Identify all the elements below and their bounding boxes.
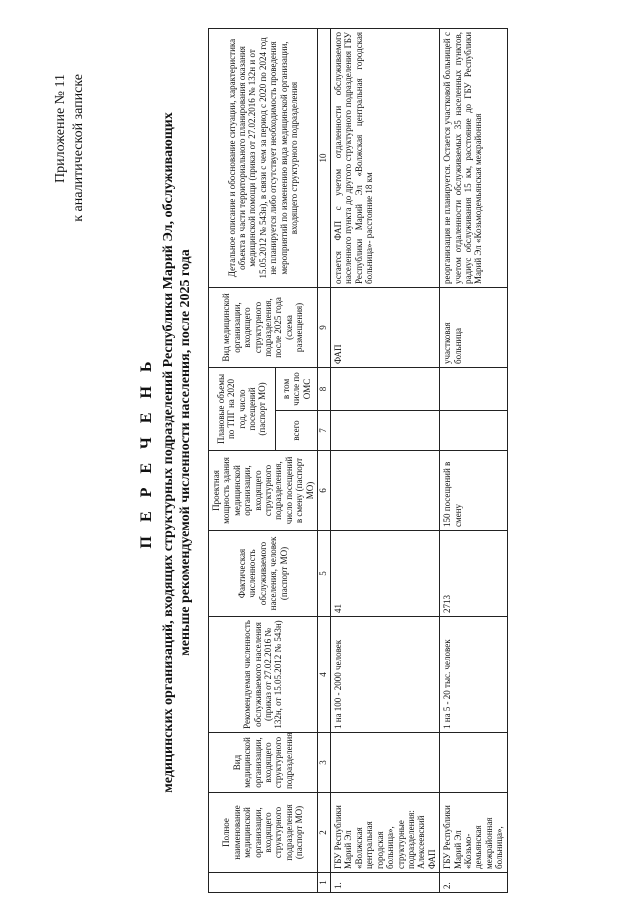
planned-total bbox=[440, 411, 507, 451]
header-col-1 bbox=[209, 873, 318, 893]
detailed-description: реорганизация не планируется. Остается участковой больницей с учетом отдаленности обслуживаемых 35 населенных пунктов, радиус обслуживания 15 км, расстояние до ГБУ Республики Марий Эл «Козьмодемьянская межрайонная bbox=[440, 28, 507, 287]
document-subtitle-line1: медицинских организаций, входящих структурных подразделений Республики Марий Эл, обслуживающих bbox=[161, 112, 176, 793]
appendix-label: Приложение № 11 bbox=[53, 74, 68, 183]
actual-population: 2713 bbox=[440, 531, 507, 617]
organizations-table bbox=[208, 28, 508, 893]
header-col-4: Рекомендуемая численность обслуживаемого населения (приказ от 27.02.2016 № 132н, от 15.05.2012 № 543н) bbox=[209, 617, 318, 733]
header-col-3: Вид медицинской организации, входящего структурного подразделения bbox=[209, 733, 318, 793]
header-row bbox=[209, 28, 276, 892]
planned-total bbox=[331, 411, 440, 451]
column-number: 1 bbox=[318, 873, 331, 893]
organization-type bbox=[331, 733, 440, 793]
type-after-2025: участковая больница bbox=[440, 287, 507, 367]
organization-name: ГБУ Республики Марий Эл «Волжская центральная городская больница», структурные подразделения: Алексеевский ФАП bbox=[331, 793, 440, 873]
column-number: 6 bbox=[318, 451, 331, 531]
planned-oms bbox=[331, 367, 440, 410]
organization-name: ГБУ Республики Марий Эл «Козьмо- демьянская межрайонная больница», bbox=[440, 793, 507, 873]
header-col-5: Фактическая численность обслуживаемого населения, человек (паспорт МО) bbox=[209, 531, 318, 617]
design-capacity: 150 посещений в смену bbox=[440, 451, 507, 531]
planned-oms bbox=[440, 367, 507, 410]
document-subtitle-line2: меньше рекомендуемой численности населения, после 2025 года bbox=[178, 249, 193, 656]
column-number: 3 bbox=[318, 733, 331, 793]
column-number-row bbox=[318, 28, 331, 892]
recommended-population: 1 на 100 - 2000 человек bbox=[331, 617, 440, 733]
table-row bbox=[331, 28, 440, 892]
recommended-population: 1 на 5 - 20 тыс. человек bbox=[440, 617, 507, 733]
organization-type bbox=[440, 733, 507, 793]
column-number: 5 bbox=[318, 531, 331, 617]
column-number: 8 bbox=[318, 367, 331, 410]
appendix-reference: к аналитической записке bbox=[71, 74, 86, 222]
header-col-2: Полное наименование медицинской организации, входящего структурного подразделения (паспорт МО) bbox=[209, 793, 318, 873]
column-number: 4 bbox=[318, 617, 331, 733]
column-number: 10 bbox=[318, 28, 331, 287]
design-capacity bbox=[331, 451, 440, 531]
header-col-7: всего bbox=[275, 411, 317, 451]
table-row bbox=[440, 28, 507, 892]
type-after-2025: ФАП bbox=[331, 287, 440, 367]
column-number: 9 bbox=[318, 287, 331, 367]
document-title: П Е Р Е Ч Е Н Ь bbox=[138, 356, 155, 549]
column-number: 7 bbox=[318, 411, 331, 451]
header-col-7-8: Плановые объемы по ТПГ на 2020 год, число посещений (паспорт МО) bbox=[209, 367, 276, 450]
detailed-description: остается ФАП с учетом отдаленности обслуживаемого населенного пункта до другого структурного подразделения ГБУ Республики Марий Эл «Волжская центральная городская больница»- расстояние 18 км bbox=[331, 28, 440, 287]
row-number: 2. bbox=[440, 873, 507, 893]
header-col-10: Детальное описание и обоснование ситуации, характеристика объекта в части территориального планирования оказания медицинской помощи (приказ от 27.02.2016 № 132н и от 15.05.2012 № 543н), в связи с чем за период с 2020 по 2024 год не планируется либо отсутствует необходимость проведения мероприятий по изменению вида медицинской организации, входящего структурного подразделения bbox=[209, 28, 318, 287]
header-col-9: Вид медицинской организации, входящего структурного подразделения, после 2025 года (схема размещения) bbox=[209, 287, 318, 367]
header-col-6: Проектная мощность здания медицинской организации, входящего структурного подразделения, число посещений в смену (паспорт МО) bbox=[209, 451, 318, 531]
header-col-8: в том числе по ОМС bbox=[275, 367, 317, 410]
actual-population: 41 bbox=[331, 531, 440, 617]
column-number: 2 bbox=[318, 793, 331, 873]
row-number: 1. bbox=[331, 873, 440, 893]
